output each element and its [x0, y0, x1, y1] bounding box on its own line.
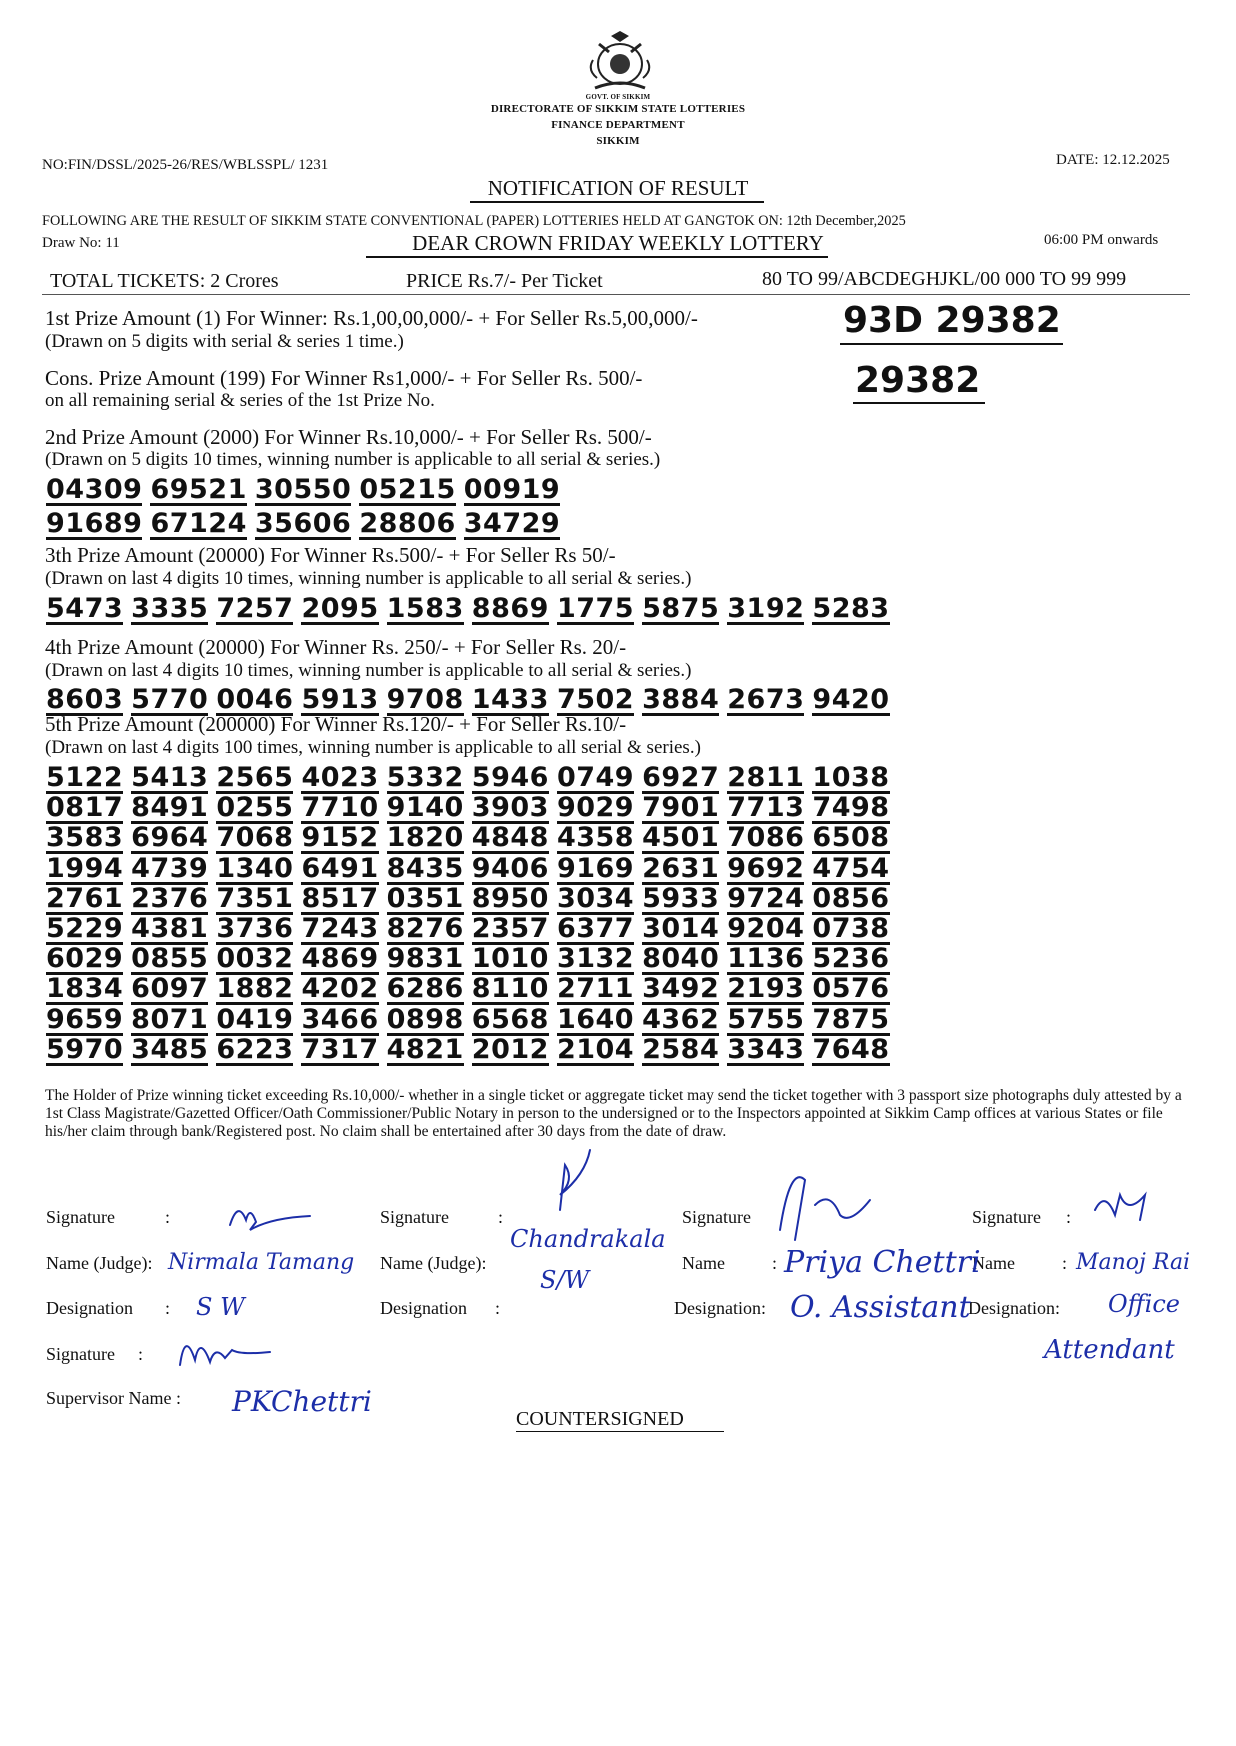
winning-number: 2565 [216, 762, 294, 793]
winning-number: 6508 [812, 822, 890, 854]
name-judge-label-2: Name (Judge): [380, 1253, 487, 1273]
designation-label-2: Designation [380, 1298, 467, 1318]
winning-number: 7713 [727, 792, 805, 824]
winning-number: 5875 [642, 593, 720, 624]
winning-number: 9152 [301, 822, 379, 854]
winning-number: 0898 [386, 1003, 464, 1035]
reference-number: NO:FIN/DSSL/2025-26/RES/WBLSSPL/ 1231 [42, 157, 329, 173]
winning-number: 5413 [131, 762, 209, 793]
winning-number: 5332 [386, 762, 464, 793]
name-judge-label-1: Name (Judge): [46, 1253, 153, 1273]
winning-number: 8040 [642, 943, 720, 975]
winning-number: 1640 [556, 1003, 635, 1035]
winning-number: 4202 [301, 973, 379, 1005]
winning-number: 5122 [46, 762, 124, 793]
winning-number: 4358 [556, 822, 635, 854]
colon-desig-1: : [165, 1298, 171, 1318]
winning-number: 5229 [46, 912, 124, 944]
winning-number: 1136 [727, 943, 805, 975]
winning-number: 7875 [812, 1003, 890, 1035]
member4-signature [1095, 1195, 1145, 1220]
name-label-4: Name [972, 1253, 1015, 1273]
state-label: SIKKIM [596, 135, 640, 147]
winning-number: 3736 [216, 912, 294, 944]
judge2-name: Chandrakala [510, 1225, 666, 1253]
winning-number: 9420 [812, 684, 890, 715]
winning-number: 0738 [812, 912, 890, 944]
winning-number: 67124 [150, 508, 247, 539]
winning-number: 0351 [386, 882, 464, 914]
signature-label-3: Signature [682, 1207, 751, 1227]
first-prize-number: 93D 29382 [843, 300, 1061, 341]
cons-prize-number: 29382 [855, 360, 981, 401]
winning-number: 0855 [131, 943, 209, 975]
winning-number: 8603 [46, 684, 124, 715]
winning-number: 4362 [642, 1003, 720, 1035]
winning-number: 1820 [386, 822, 464, 854]
draw-time: 06:00 PM onwards [1044, 232, 1159, 248]
winning-number: 91689 [46, 508, 143, 539]
winning-number: 1433 [471, 684, 549, 715]
winning-number: 8517 [301, 882, 379, 914]
winning-number: 7257 [216, 593, 294, 624]
colon-2: : [498, 1207, 504, 1227]
signature-label-1: Signature [46, 1207, 115, 1227]
winning-number: 3335 [131, 593, 209, 624]
winning-number: 5283 [812, 593, 890, 624]
winning-number: 7068 [216, 822, 294, 854]
judge1-designation: S W [196, 1293, 245, 1321]
total-tickets: TOTAL TICKETS: 2 Crores [50, 270, 279, 292]
winning-number: 3583 [46, 822, 124, 854]
winning-number: 1038 [812, 762, 890, 793]
winning-number: 2584 [642, 1033, 720, 1065]
winning-number: 8435 [386, 852, 464, 884]
third-prize-note: (Drawn on last 4 digits 10 times, winning number is applicable to all serial & series.) [45, 568, 692, 589]
winning-number: 7086 [727, 822, 805, 854]
department-label: FINANCE DEPARTMENT [551, 119, 685, 131]
supervisor-signature [180, 1346, 270, 1365]
winning-number: 5770 [131, 684, 209, 715]
winning-number: 6097 [131, 973, 209, 1005]
winning-number: 2357 [471, 912, 549, 944]
draw-info-text: FOLLOWING ARE THE RESULT OF SIKKIM STATE CONVENTIONAL (PAPER) LOTTERIES HELD AT GANGTOK ON: 12th December,2025 [42, 213, 906, 229]
winning-number: 1834 [46, 973, 124, 1005]
winning-number: 2095 [301, 593, 379, 624]
winning-number: 5236 [812, 943, 890, 975]
notification-date: DATE: 12.12.2025 [1056, 152, 1170, 168]
winning-number: 2104 [556, 1033, 635, 1065]
winning-number: 5933 [642, 882, 720, 914]
winning-number: 7243 [301, 912, 379, 944]
winning-number: 7498 [812, 792, 890, 824]
fourth-prize-desc: 4th Prize Amount (20000) For Winner Rs. 250/- + For Seller Rs. 20/- [45, 635, 627, 659]
cons-prize-note: on all remaining serial & series of the 1st Prize No. [45, 390, 435, 411]
judge2-signature [560, 1150, 590, 1210]
winning-number: 30550 [254, 474, 352, 505]
member4-name: Manoj Rai [1076, 1250, 1191, 1275]
winning-number: 1994 [46, 852, 124, 884]
winning-number: 2761 [46, 882, 124, 914]
winning-number: 1340 [216, 852, 294, 884]
winning-number: 35606 [254, 508, 352, 539]
winning-number: 9169 [556, 852, 635, 884]
colon-supervisor: : [138, 1344, 144, 1364]
winning-number: 3466 [301, 1003, 379, 1035]
winning-number: 5946 [471, 762, 549, 793]
judge1-signature [230, 1211, 310, 1230]
winning-number: 2376 [131, 882, 209, 914]
winning-number: 8110 [471, 973, 549, 1005]
member4-designation: Office [1108, 1290, 1180, 1318]
winning-number: 5473 [46, 593, 124, 624]
winning-number: 1583 [386, 593, 464, 624]
winning-number: 1882 [216, 973, 294, 1005]
winning-number: 2012 [471, 1033, 549, 1065]
winning-number: 1010 [471, 943, 549, 975]
winning-number: 7502 [556, 684, 635, 715]
winning-number: 4754 [812, 852, 890, 884]
winning-number: 2711 [556, 973, 635, 1005]
winning-number: 9659 [46, 1003, 124, 1035]
winning-number: 00919 [463, 474, 561, 505]
winning-number: 8276 [386, 912, 464, 944]
winning-number: 7351 [216, 882, 294, 914]
second-prize-note: (Drawn on 5 digits 10 times, winning number is applicable to all serial & series.) [45, 449, 661, 470]
winning-number: 6491 [301, 852, 379, 884]
fourth-prize-note: (Drawn on last 4 digits 10 times, winning number is applicable to all serial & series.) [45, 660, 692, 681]
winning-number: 0817 [46, 792, 124, 824]
second-prize-desc: 2nd Prize Amount (2000) For Winner Rs.10,000/- + For Seller Rs. 500/- [45, 425, 652, 449]
supervisor-name: PKChettri [232, 1385, 372, 1418]
member3-signature [780, 1177, 870, 1240]
first-prize-desc: 1st Prize Amount (1) For Winner: Rs.1,00,00,000/- + For Seller Rs.5,00,000/- [45, 306, 698, 330]
winning-number: 8071 [131, 1003, 209, 1035]
winning-number: 2811 [727, 762, 805, 793]
claim-disclaimer: The Holder of Prize winning ticket exceeding Rs.10,000/- whether in a single ticket or aggregate ticket may send the ticket together with 3 passport size photographs duly attested by a 1st Class Magistrate/Gazetted Officer/Oath Commissioner/Public Notary in person to the undersigned or to the Inspectors appointed at Sikkim Camp offices at various States or file his/her claim through bank/Registered post. No claim shall be entertained after 30 days from the date of draw. [45, 1087, 1182, 1140]
winning-number: 0576 [812, 973, 890, 1005]
winning-number: 3192 [727, 593, 805, 624]
member3-designation: O. Assistant [790, 1290, 971, 1325]
signature-label-4: Signature [972, 1207, 1041, 1227]
winning-number: 4848 [471, 822, 549, 854]
winning-number: 3492 [642, 973, 720, 1005]
winning-number: 69521 [150, 474, 247, 505]
winning-number: 34729 [463, 508, 561, 539]
winning-number: 0255 [216, 792, 294, 824]
third-prize-desc: 3th Prize Amount (20000) For Winner Rs.500/- + For Seller Rs 50/- [45, 543, 616, 567]
winning-number: 3034 [556, 882, 635, 914]
countersigned-underline [516, 1431, 724, 1432]
judge1-name: Nirmala Tamang [168, 1250, 355, 1275]
fifth-prize-note: (Drawn on last 4 digits 100 times, winning number is applicable to all serial & series.) [45, 737, 701, 758]
countersigned-label: COUNTERSIGNED [516, 1408, 684, 1430]
winning-number: 9724 [727, 882, 805, 914]
winning-number: 05215 [359, 474, 456, 505]
winning-number: 6286 [386, 973, 464, 1005]
winning-number: 5913 [301, 684, 379, 715]
winning-number: 3014 [642, 912, 720, 944]
winning-number: 9692 [727, 852, 805, 884]
winning-number: 3884 [642, 684, 720, 715]
colon-name-4: : [1062, 1253, 1068, 1273]
supervisor-name-label: Supervisor Name : [46, 1388, 181, 1408]
fifth-prize-desc: 5th Prize Amount (200000) For Winner Rs.120/- + For Seller Rs.10/- [45, 712, 627, 736]
member4-designation-line2: Attendant [1044, 1335, 1175, 1365]
colon-desig-2: : [495, 1298, 501, 1318]
winning-number: 6377 [556, 912, 635, 944]
winning-number: 3903 [471, 792, 549, 824]
winning-number: 3485 [131, 1033, 209, 1065]
winning-number: 04309 [46, 474, 143, 505]
winning-number: 2193 [727, 973, 805, 1005]
winning-number: 8869 [471, 593, 549, 624]
lottery-name: DEAR CROWN FRIDAY WEEKLY LOTTERY [412, 231, 824, 255]
winning-number: 4869 [301, 943, 379, 975]
winning-number: 8491 [131, 792, 209, 824]
draw-number: Draw No: 11 [42, 235, 120, 251]
winning-number: 2631 [642, 852, 720, 884]
winning-number: 6927 [642, 762, 720, 793]
winning-number: 6223 [216, 1033, 294, 1065]
cons-prize-desc: Cons. Prize Amount (199) For Winner Rs1,000/- + For Seller Rs. 500/- [45, 366, 643, 390]
signature-label-2: Signature [380, 1207, 449, 1227]
winning-number: 5755 [727, 1003, 805, 1035]
winning-number: 7648 [812, 1033, 890, 1065]
winning-number: 6568 [471, 1003, 549, 1035]
winning-number: 0749 [556, 762, 635, 793]
page-title: NOTIFICATION OF RESULT [487, 176, 749, 200]
designation-label-4: Designation: [968, 1298, 1060, 1318]
first-prize-note: (Drawn on 5 digits with serial & series 1 time.) [45, 331, 404, 352]
winning-number: 5970 [46, 1033, 124, 1065]
colon-name-3: : [772, 1253, 778, 1273]
winning-number: 4821 [386, 1033, 464, 1065]
winning-number: 2673 [727, 684, 805, 715]
govt-label: GOVT. OF SIKKIM [585, 93, 651, 101]
winning-number: 7901 [642, 792, 720, 824]
winning-number: 1775 [556, 593, 635, 624]
series-range: 80 TO 99/ABCDEGHJKL/00 000 TO 99 999 [762, 268, 1127, 290]
winning-number: 7317 [301, 1033, 379, 1065]
judge2-designation: S/W [540, 1266, 590, 1294]
winning-number: 9406 [471, 852, 549, 884]
winning-number: 9029 [556, 792, 635, 824]
winning-number: 4739 [131, 852, 209, 884]
winning-number: 9831 [386, 943, 464, 975]
winning-number: 0419 [216, 1003, 294, 1035]
winning-number: 0046 [216, 684, 294, 715]
winning-number: 7710 [301, 792, 379, 824]
winning-number: 4381 [131, 912, 209, 944]
winning-number: 3132 [556, 943, 635, 975]
winning-number: 6964 [131, 822, 209, 854]
colon-1: : [165, 1207, 171, 1227]
name-label-3: Name [682, 1253, 725, 1273]
ticket-price: PRICE Rs.7/- Per Ticket [406, 270, 603, 292]
winning-number: 28806 [359, 508, 456, 539]
winning-number: 8950 [471, 882, 549, 914]
winning-number: 0856 [812, 882, 890, 914]
directorate-label: DIRECTORATE OF SIKKIM STATE LOTTERIES [490, 103, 746, 115]
designation-label-3: Designation: [674, 1298, 766, 1318]
colon-4: : [1066, 1207, 1072, 1227]
designation-label-1: Designation [46, 1298, 133, 1318]
winning-number: 6029 [46, 943, 124, 975]
winning-number: 9708 [386, 684, 464, 715]
signature-label-supervisor: Signature [46, 1344, 115, 1364]
winning-number: 4023 [301, 762, 379, 793]
winning-number: 4501 [642, 822, 720, 854]
winning-number: 9204 [727, 912, 805, 944]
winning-number: 3343 [727, 1033, 805, 1065]
member3-name: Priya Chettri [784, 1245, 981, 1280]
winning-number: 0032 [216, 943, 294, 975]
winning-number: 9140 [386, 792, 464, 824]
